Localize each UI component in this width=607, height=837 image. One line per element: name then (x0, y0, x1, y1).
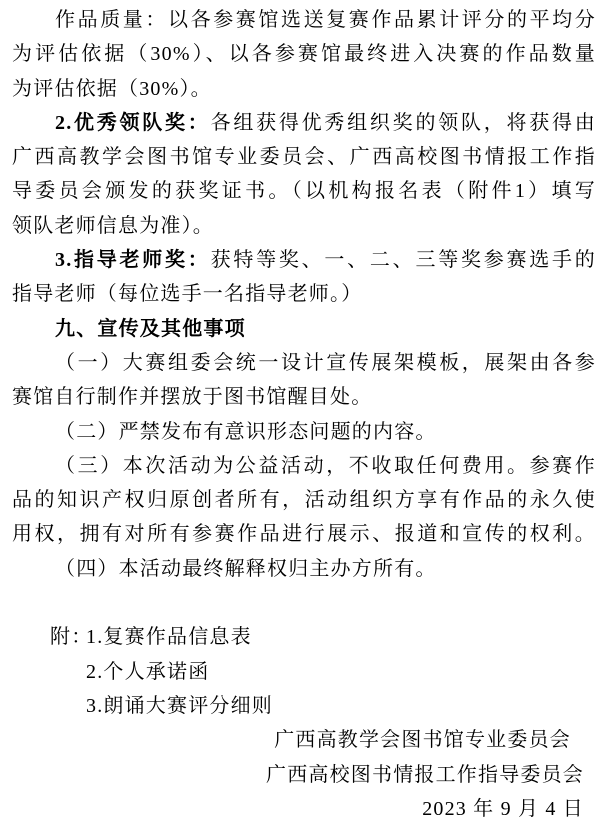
blank-line (12, 586, 596, 620)
para-leader-award-line-4: 领队老师信息为准）。 (12, 214, 214, 237)
attachments-label: 附： (50, 626, 93, 649)
teacher-award-label: 3.指导老师奖： (55, 249, 211, 272)
para-teacher-award-line-1 (12, 243, 596, 277)
item-one-line-1: （一）大赛组委会统一设计宣传展架模板，展架由各参 (55, 351, 596, 374)
para-leader-award-line-3: 导委员会颁发的获奖证书。（以机构报名表（附件1）填写 (12, 180, 596, 203)
para-teacher-award-line-2: 指导老师（每位选手一名指导老师。） (12, 283, 363, 306)
teacher-award-text: 获特等奖、一、二、三等奖参赛选手的 (210, 249, 596, 272)
signature-org-1: 广西高教学会图书馆专业委员会 (274, 729, 571, 752)
attachments-line-1 (12, 620, 596, 654)
item-one-line-2: 赛馆自行制作并摆放于图书馆醒目处。 (12, 386, 373, 409)
para-leader-award-line-2: 广西高教学会图书馆专业委员会、广西高校图书情报工作指 (12, 146, 596, 169)
signature-org-2: 广西高校图书情报工作指导委员会 (266, 763, 584, 786)
para-leader-award-line-1 (12, 106, 596, 140)
leader-award-label: 2.优秀领队奖： (55, 111, 211, 134)
item-three-line-3: 用权，拥有对所有参赛作品进行展示、报道和宣传的权利。 (12, 523, 596, 546)
para-quality-line-1: 作品质量：以各参赛馆选送复赛作品累计评分的平均分 (55, 9, 596, 31)
attachment-item-1: 1.复赛作品信息表 (86, 626, 252, 649)
para-quality-line-2: 为评估依据（30%）、以各参赛馆最终进入决赛的作品数量 (12, 43, 596, 66)
section-heading-nine: 九、宣传及其他事项 (55, 317, 246, 340)
item-four-line: （四）本活动最终解释权归主办方所有。 (55, 557, 437, 580)
attachments-line-2: 2.个人承诺函 (86, 660, 210, 683)
signature-date: 2023 年 9 月 4 日 (422, 797, 584, 820)
item-three-line-1: （三）本次活动为公益活动，不收取任何费用。参赛作 (55, 454, 596, 477)
para-quality-line-3: 为评估依据（30%）。 (12, 77, 212, 100)
item-three-line-2: 品的知识产权归原创者所有，活动组织方享有作品的永久使 (12, 489, 596, 512)
item-two-line: （二）严禁发布有意识形态问题的内容。 (55, 420, 437, 443)
attachments-line-3: 3.朗诵大赛评分细则 (86, 694, 273, 717)
leader-award-text: 各组获得优秀组织奖的领队，将获得由 (210, 111, 596, 134)
